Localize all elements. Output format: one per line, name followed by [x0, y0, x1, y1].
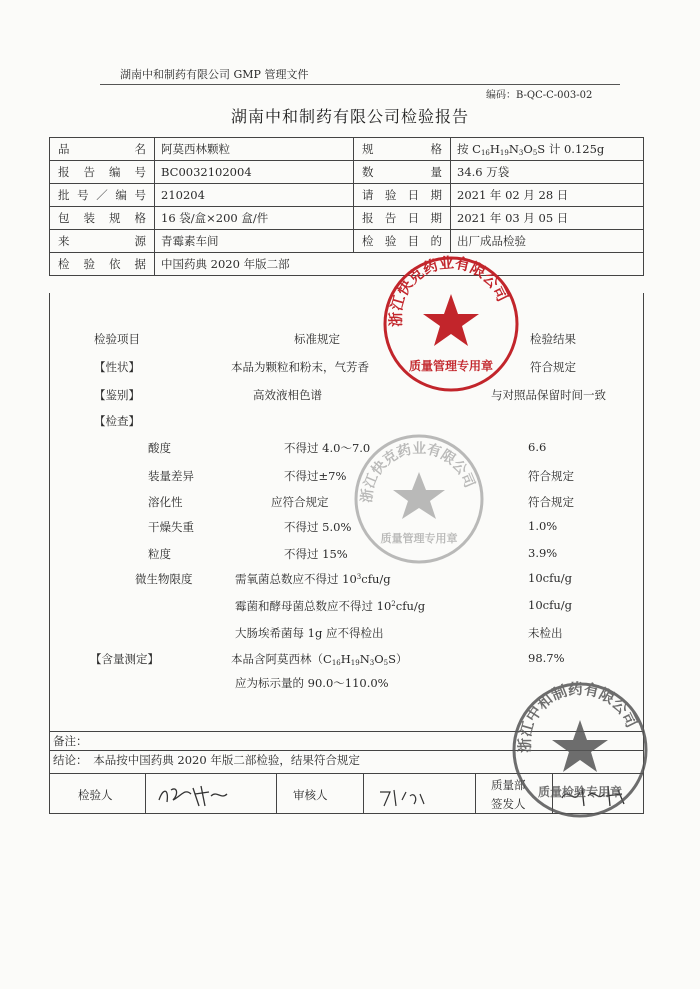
- info-table: [49, 137, 644, 276]
- sig-divider: [475, 774, 476, 814]
- batch-label: 批号／编号: [50, 184, 155, 207]
- assay-label: 【含量测定】: [90, 652, 159, 666]
- table-row: [50, 184, 644, 207]
- spec-label: 规 格: [354, 138, 451, 161]
- quality-stamp-middle: [352, 432, 487, 567]
- ecoli-result: 未检出: [528, 626, 563, 640]
- dissolve-label: 溶化性: [148, 495, 183, 509]
- appearance-label: 【性状】: [94, 360, 140, 374]
- spec-prefix: 按 C: [457, 142, 481, 156]
- particle-std: 不得过 15%: [284, 547, 348, 561]
- product-value: 阿莫西林颗粒: [155, 138, 354, 161]
- appearance-std: 本品为颗粒和粉末，气芳香: [231, 360, 369, 374]
- header-rule: [100, 84, 620, 85]
- reviewer-signature: [376, 782, 436, 812]
- particle-result: 3.9%: [528, 546, 558, 560]
- basis-label: 检验依据: [50, 253, 155, 276]
- load-label: 装量差异: [148, 469, 194, 483]
- assay-std-2: 应为标示量的 90.0～110.0%: [235, 676, 389, 690]
- table-row: [50, 161, 644, 184]
- quality-stamp-bottom: [510, 680, 650, 820]
- spec-value: [451, 138, 644, 161]
- doc-header: 湖南中和制药有限公司 GMP 管理文件: [120, 68, 309, 81]
- assay-text: 本品含阿莫西林（C: [231, 652, 332, 666]
- aerobic-std: [235, 571, 391, 587]
- assay-sub: 19: [350, 659, 360, 667]
- dry-std: 不得过 5.0%: [284, 520, 352, 534]
- ident-label: 【鉴别】: [94, 388, 140, 402]
- remark-label: 备注：: [53, 734, 88, 748]
- ident-result: 与对照品保留时间一致: [491, 388, 606, 402]
- table-row: [50, 207, 644, 230]
- conclusion-text: 结论： 本品按中国药典 2020 年版二部检验，结果符合规定: [53, 753, 360, 767]
- purpose-label: 检验目的: [354, 230, 451, 253]
- stamp1-inner-text: 质量管理专用章: [408, 359, 494, 373]
- spec-sub: 5: [532, 149, 538, 157]
- appearance-result: 符合规定: [530, 360, 576, 374]
- stamp3-outer-text: 浙江中和制药有限公司: [515, 680, 641, 754]
- acid-result: 6.6: [528, 440, 547, 454]
- stamp1-outer-text: 浙江快克药业有限公司: [386, 254, 512, 328]
- dry-label: 干燥失重: [148, 520, 194, 534]
- stamp2-inner-text: 质量管理专用章: [380, 532, 458, 545]
- req-date-label: 请验日期: [354, 184, 451, 207]
- load-result: 符合规定: [528, 469, 574, 483]
- spec-part: O: [523, 142, 533, 156]
- dissolve-std: 应符合规定: [271, 495, 329, 509]
- rep-date-label: 报告日期: [354, 207, 451, 230]
- source-value: 青霉素车间: [155, 230, 354, 253]
- qty-value: 34.6 万袋: [451, 161, 644, 184]
- basis-value: 中国药典 2020 年版二部: [155, 253, 644, 276]
- assay-sub: 16: [331, 659, 341, 667]
- sig-divider: [145, 774, 146, 814]
- mold-exp: 2: [391, 600, 396, 608]
- report-no-label: 报告编号: [50, 161, 155, 184]
- col-std-header: 标准规定: [294, 332, 340, 346]
- aerobic-exp: 3: [356, 573, 362, 581]
- spec-part: N: [508, 142, 519, 156]
- pack-label: 包装规格: [50, 207, 155, 230]
- micro-label: 微生物限度: [135, 572, 193, 586]
- report-title: 湖南中和制药有限公司检验报告: [230, 107, 469, 126]
- ecoli-std: 大肠埃希菌每 1g 应不得检出: [235, 626, 384, 640]
- assay-sub: 5: [383, 659, 389, 667]
- spec-part: S 计 0.125g: [537, 142, 605, 156]
- acid-std: 不得过 4.0～7.0: [284, 441, 371, 455]
- mold-std-text: 霉菌和酵母菌总数应不得过 10: [235, 599, 392, 613]
- sig-divider: [363, 774, 364, 814]
- mold-unit: cfu/g: [395, 599, 426, 613]
- qty-label: 数 量: [354, 161, 451, 184]
- aerobic-std-text: 需氧菌总数应不得过 10: [235, 572, 357, 586]
- stamp2-outer-text: 浙江快克药业有限公司: [359, 441, 478, 504]
- col-item-header: 检验项目: [94, 332, 140, 346]
- req-date-value: 2021 年 02 月 28 日: [451, 184, 644, 207]
- stamp3-inner-text: 质量检验专用章: [537, 785, 623, 799]
- qa-label-1: 质量部: [491, 778, 526, 792]
- inspector-signature: [155, 780, 235, 810]
- load-std: 不得过±7%: [284, 469, 347, 483]
- ident-std: 高效液相色谱: [253, 388, 322, 402]
- dissolve-result: 符合规定: [528, 495, 574, 509]
- spec-part: H: [489, 142, 500, 156]
- table-row: [50, 253, 644, 276]
- assay-part: N: [359, 652, 370, 666]
- doc-code: 编码：B-QC-C-003-02: [486, 90, 593, 101]
- assay-sub: 3: [369, 659, 375, 667]
- col-result-header: 检验结果: [530, 332, 576, 346]
- acid-label: 酸度: [148, 441, 171, 455]
- qa-label-2: 签发人: [491, 797, 526, 811]
- batch-value: 210204: [155, 184, 354, 207]
- spec-sub: 3: [518, 149, 524, 157]
- assay-part: H: [340, 652, 351, 666]
- pack-value: 16 袋/盒×200 盒/件: [155, 207, 354, 230]
- mold-result: 10cfu/g: [528, 598, 572, 612]
- purpose-value: 出厂成品检验: [451, 230, 644, 253]
- mold-std: [235, 598, 425, 614]
- dry-result: 1.0%: [528, 519, 558, 533]
- assay-part: O: [374, 652, 384, 666]
- check-label: 【检查】: [94, 414, 140, 428]
- table-row: [50, 138, 644, 161]
- report-no-value: BC0032102004: [155, 161, 354, 184]
- spec-sub: 16: [480, 149, 490, 157]
- assay-part: S）: [388, 652, 408, 666]
- inspector-label: 检验人: [78, 788, 113, 802]
- assay-std-1: [231, 651, 408, 667]
- particle-label: 粒度: [148, 547, 171, 561]
- spec-sub: 19: [499, 149, 509, 157]
- rep-date-value: 2021 年 03 月 05 日: [451, 207, 644, 230]
- source-label: 来 源: [50, 230, 155, 253]
- table-row: [50, 230, 644, 253]
- quality-stamp-top: [381, 254, 521, 394]
- aerobic-result: 10cfu/g: [528, 571, 572, 585]
- aerobic-unit: cfu/g: [361, 572, 391, 586]
- assay-result: 98.7%: [528, 651, 565, 665]
- reviewer-label: 审核人: [293, 788, 328, 802]
- product-label: 品 名: [50, 138, 155, 161]
- sig-divider: [276, 774, 277, 814]
